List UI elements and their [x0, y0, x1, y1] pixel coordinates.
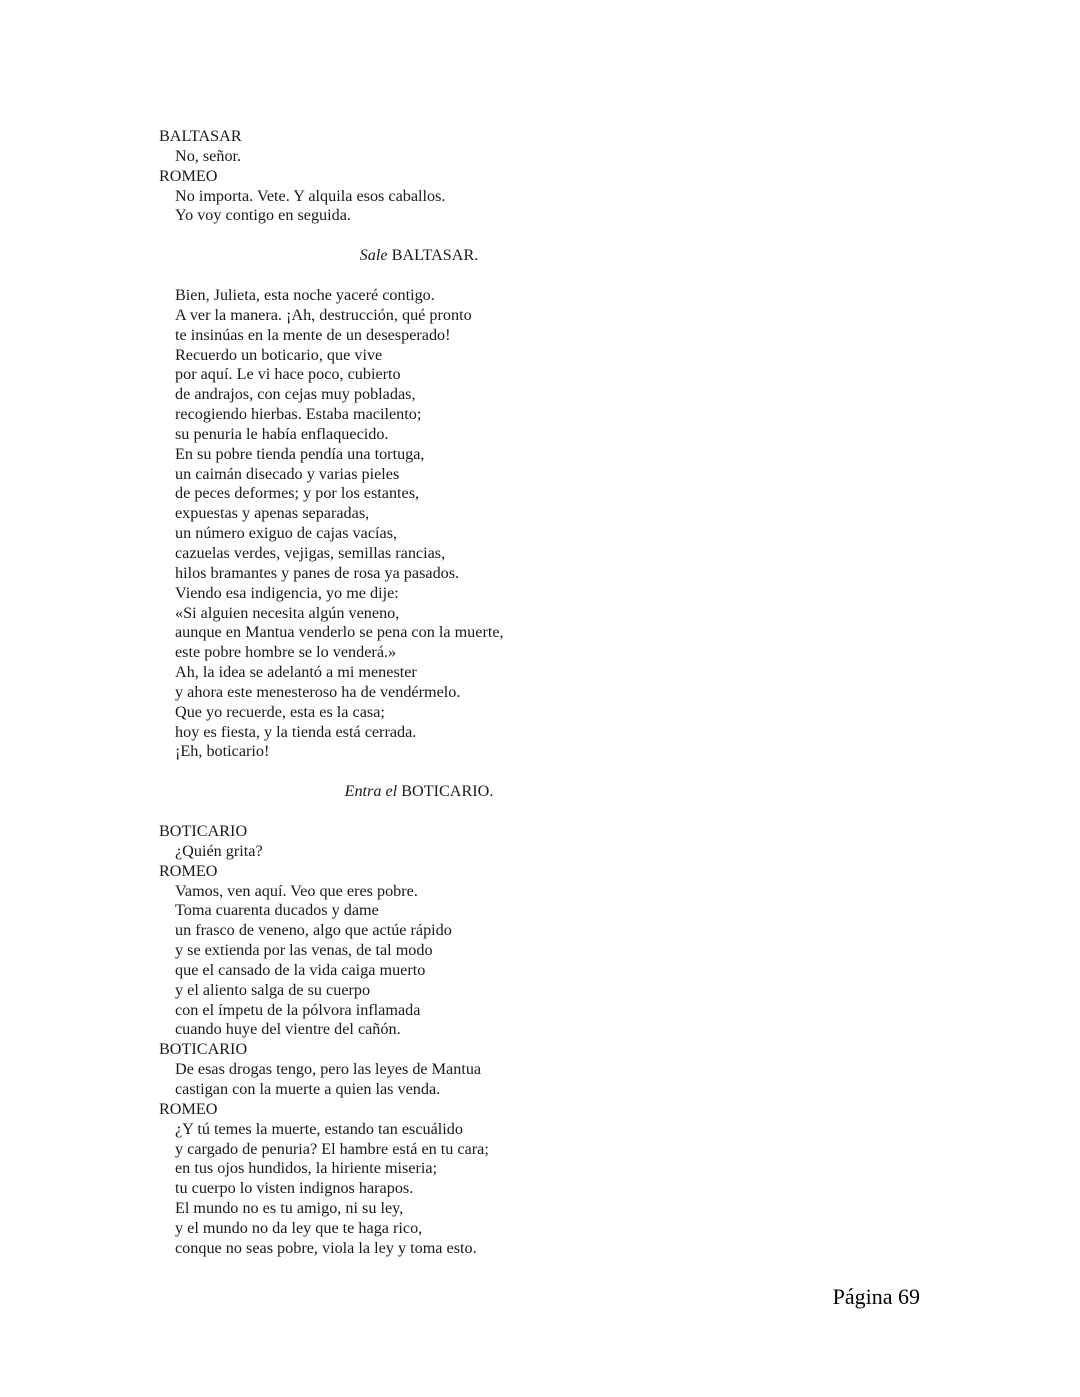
speaker-name: BALTASAR: [159, 127, 242, 145]
monologue-line: este pobre hombre se lo venderá.»: [175, 643, 397, 662]
monologue-line: Ah, la idea se adelantó a mi menester: [175, 663, 417, 682]
dialogue-line: en tus ojos hundidos, la hiriente miseria;: [175, 1159, 438, 1178]
dialogue-line: castigan con la muerte a quien las venda.: [175, 1079, 441, 1098]
stage-direction-1: [159, 246, 679, 266]
speaker-name: ROMEO: [159, 861, 218, 880]
monologue-line: expuestas y apenas separadas,: [175, 504, 370, 523]
dialogue-line: un frasco de veneno, algo que actúe rápido: [175, 921, 452, 940]
page-number: Página 69: [832, 1284, 920, 1309]
stage-direction-text: BALTASAR.: [387, 246, 479, 264]
stage-direction-italic: Entra el: [344, 782, 398, 800]
stage-direction-text: BOTICARIO.: [397, 782, 494, 800]
monologue-line: aunque en Mantua venderlo se pena con la muerte,: [175, 623, 504, 642]
monologue-line: Viendo esa indigencia, yo me dije:: [175, 583, 399, 602]
stage-direction-italic: Sale: [359, 246, 388, 264]
monologue-line: Que yo recuerde, esta es la casa;: [175, 702, 385, 721]
speaker-name: ROMEO: [159, 166, 218, 185]
dialogue-line: y se extienda por las venas, de tal modo: [175, 941, 433, 960]
dialogue-line: cuando huye del vientre del cañón.: [175, 1020, 401, 1039]
monologue-line: un número exiguo de cajas vacías,: [175, 524, 398, 543]
dialogue-line: El mundo no es tu amigo, ni su ley,: [175, 1199, 404, 1218]
dialogue-line: Yo voy contigo en seguida.: [175, 206, 351, 225]
monologue-line: hilos bramantes y panes de rosa ya pasados.: [175, 563, 460, 582]
monologue-line: y ahora este menesteroso ha de vendérmelo.: [175, 682, 461, 701]
speaker-name: BOTICARIO: [159, 1040, 248, 1059]
dialogue-line: No importa. Vete. Y alquila esos caballos.: [175, 186, 446, 205]
stage-direction-2: [159, 782, 679, 802]
speaker-name: BOTICARIO: [159, 822, 248, 840]
dialogue-line: Vamos, ven aquí. Veo que eres pobre.: [175, 881, 418, 900]
dialogue-line: De esas drogas tengo, pero las leyes de Mantua: [175, 1060, 482, 1079]
dialogue-line: y cargado de penuria? El hambre está en tu cara;: [175, 1139, 489, 1158]
monologue-line: su penuria le había enflaquecido.: [175, 424, 389, 443]
dialogue-line: ¿Y tú temes la muerte, estando tan escuálido: [175, 1119, 463, 1138]
dialogue-line: Toma cuarenta ducados y dame: [175, 901, 379, 920]
monologue-line: de peces deformes; y por los estantes,: [175, 484, 420, 503]
monologue-line: ¡Eh, boticario!: [175, 742, 270, 761]
monologue-line: A ver la manera. ¡Ah, destrucción, qué pronto: [175, 305, 472, 324]
dialogue-line: que el cansado de la vida caiga muerto: [175, 960, 426, 979]
speaker-name: ROMEO: [159, 1099, 218, 1118]
monologue-line: hoy es fiesta, y la tienda está cerrada.: [175, 722, 417, 741]
dialogue-line: y el aliento salga de su cuerpo: [175, 980, 371, 999]
monologue-line: te insinúas en la mente de un desesperado!: [175, 325, 451, 344]
dialogue-line: conque no seas pobre, viola la ley y toma esto.: [175, 1238, 477, 1257]
monologue-line: Recuerdo un boticario, que vive: [175, 345, 383, 364]
monologue-block: [159, 286, 504, 762]
monologue-line: por aquí. Le vi hace poco, cubierto: [175, 365, 401, 384]
dialogue-block-2: [159, 822, 489, 1259]
dialogue-line: No, señor.: [175, 146, 242, 165]
dialogue-line: con el ímpetu de la pólvora inflamada: [175, 1000, 421, 1019]
dialogue-block-1: [159, 127, 445, 226]
monologue-line: cazuelas verdes, vejigas, semillas rancias,: [175, 543, 446, 562]
monologue-line: recogiendo hierbas. Estaba macilento;: [175, 405, 422, 424]
monologue-line: Bien, Julieta, esta noche yaceré contigo.: [175, 286, 435, 304]
monologue-line: de andrajos, con cejas muy pobladas,: [175, 385, 416, 404]
dialogue-line: y el mundo no da ley que te haga rico,: [175, 1218, 423, 1237]
dialogue-line: ¿Quién grita?: [175, 841, 263, 860]
monologue-line: En su pobre tienda pendía una tortuga,: [175, 444, 425, 463]
dialogue-line: tu cuerpo lo visten indignos harapos.: [175, 1179, 414, 1198]
monologue-line: un caimán disecado y varias pieles: [175, 464, 400, 483]
monologue-line: «Si alguien necesita algún veneno,: [175, 603, 400, 622]
